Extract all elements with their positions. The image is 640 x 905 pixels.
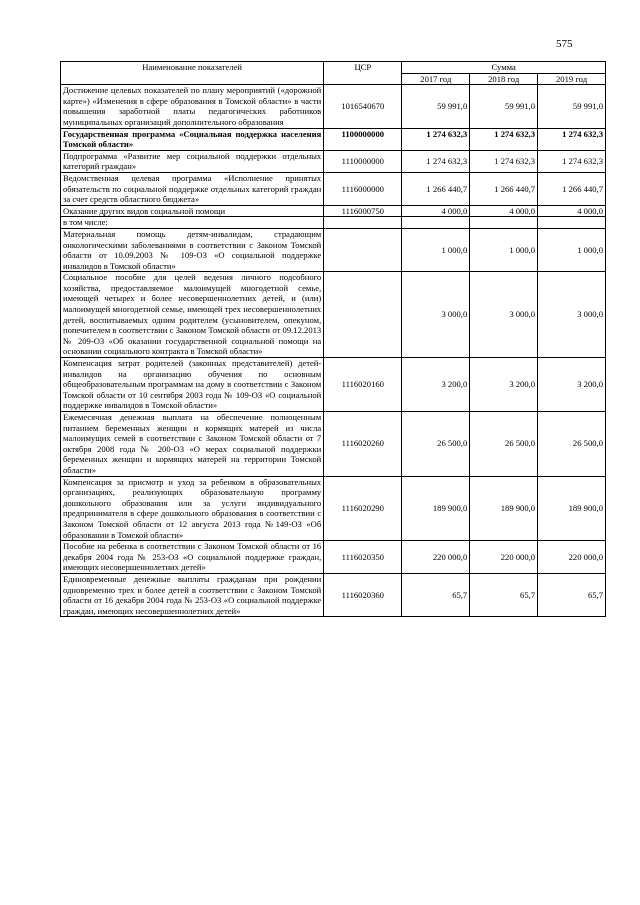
row-value-2018-cell: 1 274 632,3 <box>470 150 538 172</box>
row-code-cell: 1016540670 <box>324 85 402 128</box>
row-name-cell: Подпрограмма «Развитие мер социальной поддержки отдельных категорий граждан» <box>61 150 324 172</box>
row-value-2018-cell: 1 266 440,7 <box>470 172 538 205</box>
row-value-2017-cell <box>402 217 470 229</box>
row-value-2017-cell: 3 000,0 <box>402 272 470 358</box>
row-value-2017-cell: 3 200,0 <box>402 358 470 412</box>
row-code-cell: 1116020350 <box>324 541 402 574</box>
row-value-2017-cell: 189 900,0 <box>402 476 470 541</box>
row-value-2019-cell: 1 000,0 <box>538 228 606 271</box>
table-row <box>61 205 606 217</box>
row-name-cell: Материальная помощь детям-инвалидам, страдающим онкологическими заболеваниями в соответствии с Законом Томской области от 10.09.2003 № 109-ОЗ «О социальной поддержке инвалидов в Томской области» <box>61 228 324 271</box>
row-code-cell: 1116020290 <box>324 476 402 541</box>
row-name-cell: Социальное пособие для целей ведения личного подсобного хозяйства, предоставляемое малоимущей многодетной семье, имеющей четырех и более несовершеннолетних детей, и (или) малоимущей многодетной семье, имеющей трех несовершеннолетних детей, воспитываемых одним родителем (усыновителем, опекуном, попечителем в соответствии с Законом Томской области от 09.12.2013 № 209-ОЗ «Об оказании государственной социальной помощи на основании социального контракта в Томской области» <box>61 272 324 358</box>
row-value-2019-cell: 1 274 632,3 <box>538 128 606 150</box>
row-value-2019-cell: 3 000,0 <box>538 272 606 358</box>
column-header-year-2019: 2019 год <box>538 73 606 85</box>
row-value-2019-cell: 1 266 440,7 <box>538 172 606 205</box>
table-row <box>61 217 606 229</box>
column-header-code: ЦСР <box>324 62 402 85</box>
column-header-name: Наименование показателей <box>61 62 324 85</box>
row-value-2019-cell: 189 900,0 <box>538 476 606 541</box>
row-value-2019-cell: 26 500,0 <box>538 412 606 477</box>
table-row <box>61 228 606 271</box>
row-code-cell: 1116000750 <box>324 205 402 217</box>
row-code-cell: 1110000000 <box>324 150 402 172</box>
row-name-cell: Ведомственная целевая программа «Исполнение принятых обязательств по социальной поддержке отдельных категорий граждан за счет средств областного бюджета» <box>61 172 324 205</box>
row-value-2018-cell: 3 200,0 <box>470 358 538 412</box>
row-value-2018-cell: 65,7 <box>470 573 538 616</box>
row-value-2019-cell: 1 274 632,3 <box>538 150 606 172</box>
row-value-2018-cell: 1 000,0 <box>470 228 538 271</box>
row-code-cell <box>324 217 402 229</box>
row-value-2018-cell: 59 991,0 <box>470 85 538 128</box>
table-row <box>61 85 606 128</box>
column-header-year-2017: 2017 год <box>402 73 470 85</box>
row-name-cell: Оказание других видов социальной помощи <box>61 205 324 217</box>
table-row <box>61 358 606 412</box>
table-row <box>61 541 606 574</box>
row-value-2019-cell: 3 200,0 <box>538 358 606 412</box>
table-row <box>61 573 606 616</box>
row-name-cell: Пособие на ребенка в соответствии с Законом Томской области от 16 декабря 2004 года № 253-ОЗ «О социальной поддержке граждан, имеющих несовершеннолетних детей» <box>61 541 324 574</box>
row-value-2018-cell: 1 274 632,3 <box>470 128 538 150</box>
table-row <box>61 172 606 205</box>
row-code-cell <box>324 228 402 271</box>
row-name-cell: Государственная программа «Социальная поддержка населения Томской области» <box>61 128 324 150</box>
table-body <box>61 85 606 617</box>
row-name-cell: Компенсация за присмотр и уход за ребенком в образовательных организациях, реализующих образовательную программу дошкольного образования или за услуги индивидуального предпринимателя в сфере дошкольного образования в соответствии с Законом Томской области от 12 августа 2013 года №149-ОЗ «Об образовании в Томской области» <box>61 476 324 541</box>
row-code-cell: 1116000000 <box>324 172 402 205</box>
table-row <box>61 128 606 150</box>
row-code-cell: 1116020260 <box>324 412 402 477</box>
row-value-2017-cell: 1 274 632,3 <box>402 150 470 172</box>
row-value-2017-cell: 59 991,0 <box>402 85 470 128</box>
row-code-cell: 1116020160 <box>324 358 402 412</box>
row-value-2017-cell: 1 000,0 <box>402 228 470 271</box>
column-header-sum: Сумма <box>402 62 606 74</box>
row-value-2019-cell: 59 991,0 <box>538 85 606 128</box>
row-name-cell: Ежемесячная денежная выплата на обеспечение полноценным питанием беременных женщин и кормящих матерей из числа малоимущих семей в соответствии с Законом Томской области от 7 октября 2008 года № 200-ОЗ «О мерах социальной поддержки беременных женщин и кормящих матерей на территории Томской области» <box>61 412 324 477</box>
row-value-2018-cell: 220 000,0 <box>470 541 538 574</box>
column-header-year-2018: 2018 год <box>470 73 538 85</box>
row-code-cell: 1116020360 <box>324 573 402 616</box>
row-value-2018-cell: 26 500,0 <box>470 412 538 477</box>
table-row <box>61 150 606 172</box>
table-row <box>61 272 606 358</box>
row-name-cell: Единовременные денежные выплаты гражданам при рождении одновременно трех и более детей в соответствии с Законом Томской области от 16 декабря 2004 года № 253-ОЗ «О социальной поддержке граждан, имеющих несовершеннолетних детей» <box>61 573 324 616</box>
row-name-cell: Достижение целевых показателей по плану мероприятий («дорожной карте») «Изменения в сфере образования в Томской области» в части повышения заработной платы педагогических работников муниципальных организаций дополнительного образования <box>61 85 324 128</box>
row-value-2017-cell: 65,7 <box>402 573 470 616</box>
row-value-2017-cell: 1 274 632,3 <box>402 128 470 150</box>
page-number: 575 <box>556 38 573 50</box>
row-value-2018-cell: 189 900,0 <box>470 476 538 541</box>
row-value-2019-cell: 4 000,0 <box>538 205 606 217</box>
row-value-2018-cell: 3 000,0 <box>470 272 538 358</box>
table-row <box>61 412 606 477</box>
row-value-2017-cell: 220 000,0 <box>402 541 470 574</box>
row-value-2017-cell: 1 266 440,7 <box>402 172 470 205</box>
row-value-2019-cell <box>538 217 606 229</box>
table-row <box>61 476 606 541</box>
row-value-2018-cell: 4 000,0 <box>470 205 538 217</box>
row-value-2018-cell <box>470 217 538 229</box>
row-value-2019-cell: 65,7 <box>538 573 606 616</box>
row-value-2017-cell: 4 000,0 <box>402 205 470 217</box>
row-name-cell: в том числе: <box>61 217 324 229</box>
row-name-cell: Компенсация затрат родителей (законных представителей) детей-инвалидов на организацию обучения по основным общеобразовательным программам на дому в соответствии с Законом Томской области от 10 сентября 2003 года № 109-ОЗ «О социальной поддержке инвалидов в Томской области» <box>61 358 324 412</box>
budget-table <box>60 61 606 617</box>
row-value-2019-cell: 220 000,0 <box>538 541 606 574</box>
row-code-cell: 1100000000 <box>324 128 402 150</box>
row-code-cell <box>324 272 402 358</box>
row-value-2017-cell: 26 500,0 <box>402 412 470 477</box>
